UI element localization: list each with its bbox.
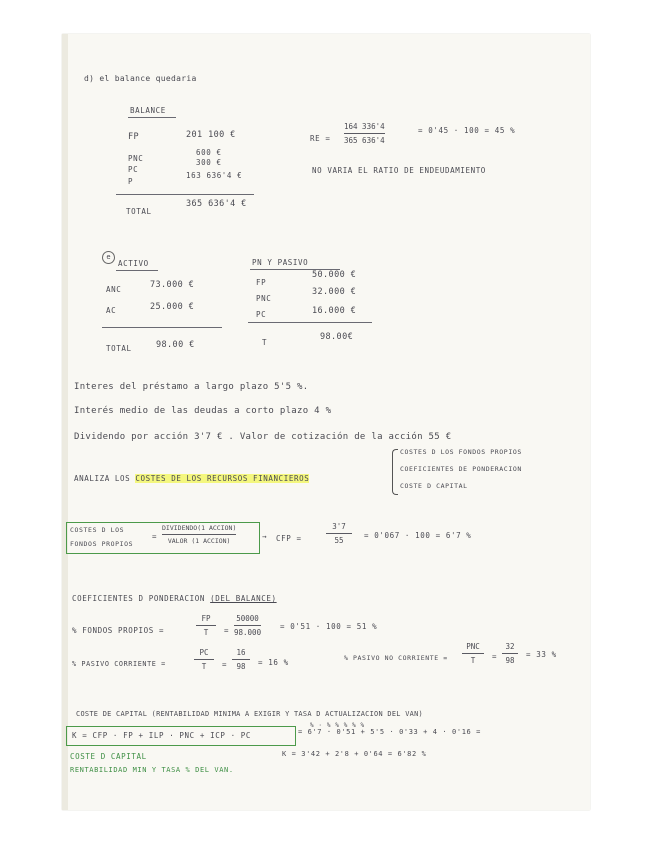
- re-fraction: [344, 122, 385, 145]
- cost-fp-fraction: [162, 524, 236, 545]
- coef-pc-num2: 16: [236, 648, 246, 657]
- statement-1: Interes del préstamo a largo plazo 5'5 %.: [74, 382, 309, 392]
- analyze-line: [74, 474, 309, 483]
- coef-fp-num1: FP: [201, 614, 211, 623]
- pasivo-total-value: 98.00€: [320, 332, 354, 342]
- bal-label-fp: FP: [128, 132, 140, 142]
- page-edge: [62, 34, 68, 810]
- cost-fp-box-line1: COSTES D LOS: [70, 526, 125, 534]
- capital-substitution: = 6'7 · 0'51 + 5'5 · 0'33 + 4 · 0'16 =: [298, 728, 481, 736]
- pasivo-label-pc: PC: [256, 310, 267, 319]
- re-fraction-bar: [344, 133, 385, 134]
- analyze-item-1: COSTES D LOS FONDOS PROPIOS: [400, 448, 522, 456]
- coef-pc-bar2: [232, 659, 250, 660]
- pasivo-total-label: T: [262, 338, 268, 347]
- statement-3: Dividendo por acción 3'7 € . Valor de cotización de la acción 55 €: [74, 432, 452, 442]
- pasivo-label-pnc: PNC: [256, 294, 272, 303]
- notebook-page: [62, 34, 590, 810]
- pasivo-value-pnc: 32.000 €: [312, 287, 357, 297]
- capital-legend-2: RENTABILIDAD MIN Y TASA % DEL VAN.: [70, 766, 234, 774]
- coef-fp-den2: 98.000: [234, 628, 262, 637]
- activo-title: ACTIVO: [118, 259, 149, 268]
- coef-pc-num1: PC: [199, 648, 209, 657]
- part-e-marker: e: [102, 251, 115, 264]
- coef-fp-label: % FONDOS PROPIOS =: [72, 626, 165, 635]
- coef-pc-den2: 98: [236, 662, 246, 671]
- capital-result: K = 3'42 + 2'8 + 0'64 = 6'82 %: [282, 750, 427, 758]
- coef-fp-num2: 50000: [236, 614, 259, 623]
- cfp-label: CFP =: [276, 534, 302, 543]
- activo-total-value: 98.00 €: [156, 340, 195, 350]
- activo-value-ac: 25.000 €: [150, 302, 195, 312]
- coef-pnc-bar1: [462, 653, 484, 654]
- coef-pnc-eq: =: [492, 652, 498, 661]
- coef-pc-frac2: [232, 648, 250, 671]
- re-result: = 0'45 · 100 = 45 %: [418, 126, 516, 135]
- cost-fp-arrow: →: [262, 532, 268, 541]
- capital-formula: K = CFP · FP + ILP · PNC + ICP · PC: [72, 731, 252, 740]
- cfp-fraction: [326, 522, 352, 545]
- analyze-prefix: ANALIZA LOS: [74, 474, 131, 483]
- activo-underline: [116, 270, 158, 271]
- pasivo-title: PN Y PASIVO: [252, 258, 309, 267]
- coef-pc-den1: T: [201, 662, 207, 671]
- part-d-heading: d) el balance quedaria: [84, 74, 197, 83]
- analyze-item-2: COEFICIENTES DE PONDERACION: [400, 465, 522, 473]
- coef-pc-frac1: [194, 648, 214, 671]
- bal-label-pc: PC: [128, 165, 139, 174]
- cost-fp-eq: =: [152, 532, 158, 541]
- activo-total-rule: [102, 327, 222, 328]
- activo-label-anc: ANC: [106, 285, 122, 294]
- capital-title: COSTE DE CAPITAL (RENTABILIDAD MINIMA A EXIGIR Y TASA D ACTUALIZACION DEL VAN): [76, 710, 423, 718]
- bal-label-pnc: PNC: [128, 154, 144, 163]
- coef-pc-bar1: [194, 659, 214, 660]
- activo-label-ac: AC: [106, 306, 117, 315]
- coef-title-prefix: COEFICIENTES D PONDERACION: [72, 594, 205, 603]
- activo-value-anc: 73.000 €: [150, 280, 195, 290]
- analyze-highlight: COSTES DE LOS RECURSOS FINANCIEROS: [135, 474, 310, 483]
- coef-pnc-num2: 32: [505, 642, 515, 651]
- coef-fp-frac1: [196, 614, 216, 637]
- bal-value-pnc: 600 €: [196, 148, 222, 157]
- cost-fp-numerator: DIVIDENDO(1 ACCION): [162, 524, 237, 532]
- coef-title: [72, 594, 277, 603]
- coef-pnc-den2: 98: [505, 656, 515, 665]
- coef-fp-den1: T: [203, 628, 209, 637]
- cfp-numerator: 3'7: [332, 522, 346, 531]
- coef-fp-bar1: [196, 625, 216, 626]
- re-denominator: 365 636'4: [344, 136, 385, 145]
- bal-value-pc: 300 €: [196, 158, 222, 167]
- coef-pnc-label: % PASIVO NO CORRIENTE =: [344, 654, 448, 662]
- re-numerator: 164 336'4: [344, 122, 385, 131]
- pasivo-label-fp: FP: [256, 278, 267, 287]
- balance-title: BALANCE: [130, 106, 166, 115]
- capital-legend-1: COSTE D CAPITAL: [70, 752, 147, 761]
- bal-label-p: P: [128, 177, 134, 186]
- pasivo-value-fp: 50.000 €: [312, 270, 357, 280]
- capital-marks: % · % % % % %: [310, 722, 365, 729]
- balance-title-underline: [128, 117, 176, 118]
- re-label: RE =: [310, 134, 331, 143]
- coef-pnc-num1: PNC: [466, 642, 480, 651]
- cost-fp-bar: [162, 534, 236, 535]
- cfp-result: = 0'067 · 100 = 6'7 %: [364, 531, 472, 540]
- coef-fp-eq: =: [224, 626, 230, 635]
- coef-pnc-result: = 33 %: [526, 650, 557, 659]
- coef-fp-frac2: [234, 614, 261, 637]
- cost-fp-box-line2: FONDOS PROPIOS: [70, 540, 134, 548]
- analyze-brace: [392, 449, 398, 495]
- coef-pc-eq: =: [222, 660, 228, 669]
- bal-value-p: 163 636'4 €: [186, 171, 243, 180]
- activo-total-label: TOTAL: [106, 344, 132, 353]
- cost-fp-denominator: VALOR (1 ACCION): [167, 537, 231, 545]
- coef-fp-bar2: [234, 625, 261, 626]
- re-note: NO VARIA EL RATIO DE ENDEUDAMIENTO: [312, 166, 486, 175]
- pasivo-total-rule: [248, 322, 372, 323]
- bal-total-value: 365 636'4 €: [186, 199, 247, 209]
- bal-value-fp: 201 100 €: [186, 130, 236, 140]
- cfp-bar: [326, 533, 352, 534]
- statement-2: Interés medio de las deudas a corto plazo 4 %: [74, 406, 332, 416]
- coef-pnc-bar2: [502, 653, 518, 654]
- coef-pc-label: % PASIVO CORRIENTE =: [72, 660, 166, 668]
- analyze-item-3: COSTE D CAPITAL: [400, 482, 468, 490]
- pasivo-value-pc: 16.000 €: [312, 306, 357, 316]
- coef-pnc-frac2: [502, 642, 518, 665]
- cfp-denominator: 55: [334, 536, 344, 545]
- coef-title-underlined: (DEL BALANCE): [210, 594, 277, 603]
- coef-pnc-frac1: [462, 642, 484, 665]
- bal-total-label: TOTAL: [126, 207, 152, 216]
- coef-pc-result: = 16 %: [258, 658, 289, 667]
- coef-fp-result: = 0'51 · 100 = 51 %: [280, 622, 378, 631]
- coef-pnc-den1: T: [470, 656, 476, 665]
- balance-total-rule: [116, 194, 254, 195]
